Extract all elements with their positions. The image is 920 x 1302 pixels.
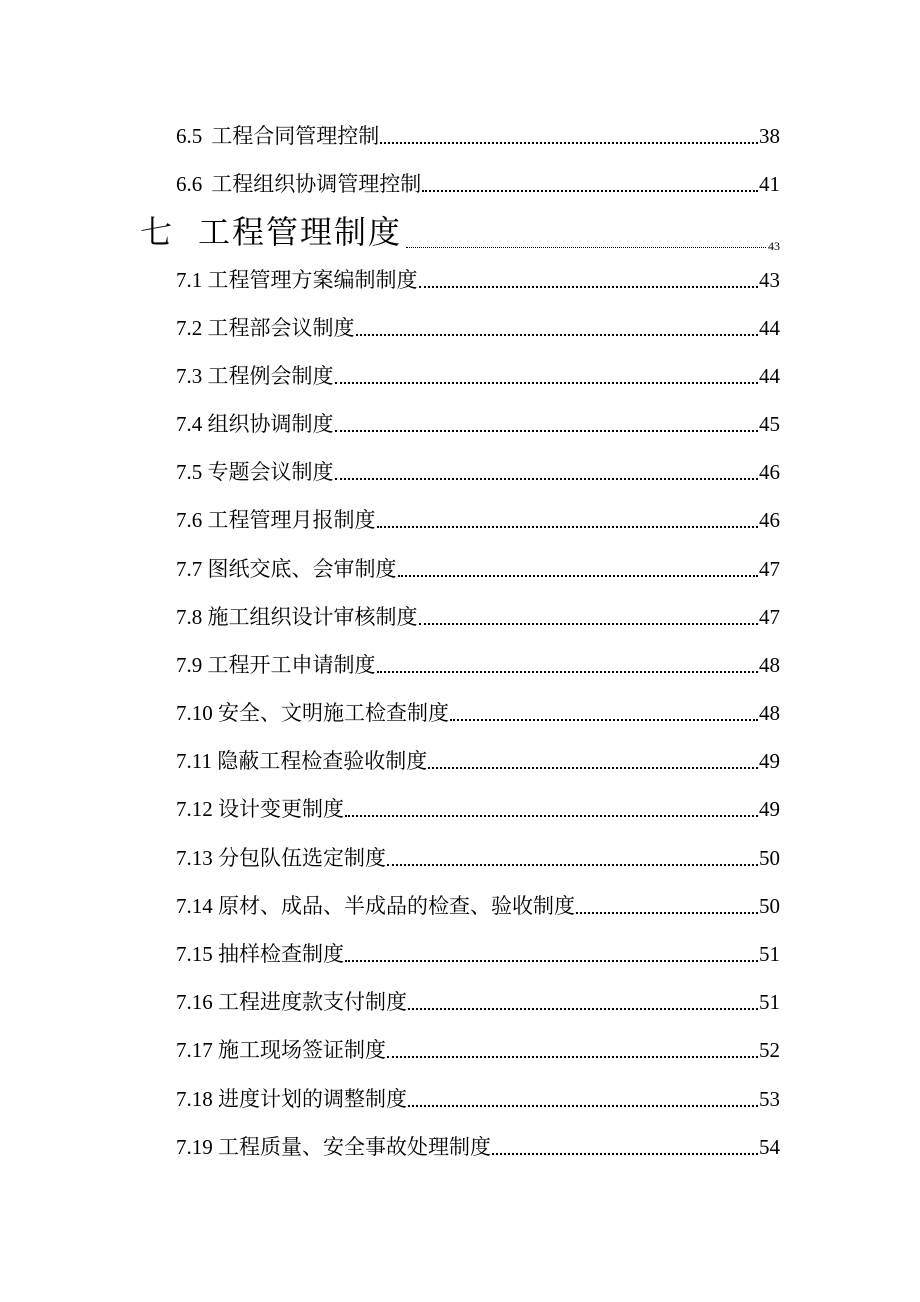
toc-entry[interactable] xyxy=(176,843,780,873)
toc-page-number: 46 xyxy=(759,460,780,484)
toc-entry-title: 7.11 隐蔽工程检查验收制度 xyxy=(176,749,428,773)
toc-entry[interactable] xyxy=(176,650,780,680)
toc-page-number: 43 xyxy=(759,268,780,292)
dot-leader xyxy=(419,623,759,625)
dot-leader xyxy=(387,864,758,866)
toc-entry[interactable] xyxy=(176,457,780,487)
toc-page-number: 47 xyxy=(759,557,780,581)
toc-entry[interactable] xyxy=(176,554,780,584)
toc-entry-title: 7.14 原材、成品、半成品的检查、验收制度 xyxy=(176,894,575,918)
toc-page-number: 54 xyxy=(759,1135,780,1159)
toc-page-number: 46 xyxy=(759,508,780,532)
toc-page-number: 49 xyxy=(759,749,780,773)
toc-page-number: 47 xyxy=(759,605,780,629)
dot-leader xyxy=(492,1153,758,1155)
toc-entry[interactable] xyxy=(176,1035,780,1065)
toc-entry-title: 7.19 工程质量、安全事故处理制度 xyxy=(176,1135,491,1159)
dot-leader xyxy=(345,960,758,962)
dot-leader xyxy=(335,478,759,480)
dot-leader xyxy=(335,382,759,384)
toc-entry[interactable] xyxy=(176,361,780,391)
toc-entry-title: 7.6 工程管理月报制度 xyxy=(176,508,376,532)
toc-entry[interactable] xyxy=(176,1132,780,1162)
toc-page-number: 53 xyxy=(759,1087,780,1111)
toc-entry[interactable] xyxy=(176,891,780,921)
toc-entry-title: 7.13 分包队伍选定制度 xyxy=(176,846,386,870)
toc-entry-title: 7.12 设计变更制度 xyxy=(176,797,344,821)
toc-entry-title: 7.9 工程开工申请制度 xyxy=(176,653,376,677)
toc-page-number: 44 xyxy=(759,316,780,340)
toc-entry-title: 7.7 图纸交底、会审制度 xyxy=(176,557,397,581)
dot-leader xyxy=(406,247,766,248)
dot-leader xyxy=(576,912,758,914)
toc-entry[interactable] xyxy=(176,169,780,199)
dot-leader xyxy=(380,142,758,144)
toc-entry-title: 6.6 工程组织协调管理控制 xyxy=(176,172,422,196)
toc-page-number: 48 xyxy=(759,701,780,725)
dot-leader xyxy=(450,719,758,721)
toc-page-number: 49 xyxy=(759,797,780,821)
toc-entry-title: 7.8 施工组织设计审核制度 xyxy=(176,605,418,629)
toc-page-number: 41 xyxy=(759,172,780,196)
toc-entry[interactable] xyxy=(176,1084,780,1114)
toc-entry-title: 7.15 抽样检查制度 xyxy=(176,942,344,966)
dot-leader xyxy=(377,526,759,528)
dot-leader xyxy=(408,1105,758,1107)
dot-leader xyxy=(419,286,759,288)
toc-entry[interactable] xyxy=(176,698,780,728)
toc-entry-title: 6.5 工程合同管理控制 xyxy=(176,124,380,148)
chapter-title: 七 工程管理制度 xyxy=(140,213,403,251)
toc-page-number: 48 xyxy=(759,653,780,677)
toc-page-number: 50 xyxy=(759,846,780,870)
dot-leader xyxy=(335,430,759,432)
toc-entry[interactable] xyxy=(176,409,780,439)
toc-entry[interactable] xyxy=(176,505,780,535)
dot-leader xyxy=(387,1056,758,1058)
toc-entry[interactable] xyxy=(176,265,780,295)
toc-page-number: 52 xyxy=(759,1038,780,1062)
toc-entry-title: 7.17 施工现场签证制度 xyxy=(176,1038,386,1062)
toc-entry-title: 7.3 工程例会制度 xyxy=(176,364,334,388)
toc-entry-title: 7.2 工程部会议制度 xyxy=(176,316,355,340)
dot-leader xyxy=(408,1008,758,1010)
toc-entry[interactable] xyxy=(176,121,780,151)
toc-page-number: 51 xyxy=(759,990,780,1014)
toc-page-number: 44 xyxy=(759,364,780,388)
toc-page-number: 50 xyxy=(759,894,780,918)
dot-leader xyxy=(356,334,759,336)
toc-entry-title: 7.1 工程管理方案编制制度 xyxy=(176,268,418,292)
toc-entry[interactable] xyxy=(176,313,780,343)
toc-entry-title: 7.18 进度计划的调整制度 xyxy=(176,1087,407,1111)
toc-entry[interactable] xyxy=(176,987,780,1017)
toc-entry-title: 7.5 专题会议制度 xyxy=(176,460,334,484)
toc-entry[interactable] xyxy=(176,939,780,969)
toc-entry[interactable] xyxy=(176,602,780,632)
dot-leader xyxy=(377,671,759,673)
toc-page-number: 38 xyxy=(759,124,780,148)
toc-page-number: 45 xyxy=(759,412,780,436)
dot-leader xyxy=(345,815,758,817)
toc-entry[interactable] xyxy=(176,794,780,824)
dot-leader xyxy=(398,575,759,577)
toc-chapter-heading[interactable] xyxy=(140,210,780,254)
toc-page-number: 43 xyxy=(768,239,780,253)
toc-page-number: 51 xyxy=(759,942,780,966)
dot-leader xyxy=(428,767,758,769)
toc-entry-title: 7.16 工程进度款支付制度 xyxy=(176,990,407,1014)
toc-entry[interactable] xyxy=(176,746,780,776)
toc-entry-title: 7.10 安全、文明施工检查制度 xyxy=(176,701,449,725)
dot-leader xyxy=(422,190,758,192)
toc-entry-title: 7.4 组织协调制度 xyxy=(176,412,334,436)
